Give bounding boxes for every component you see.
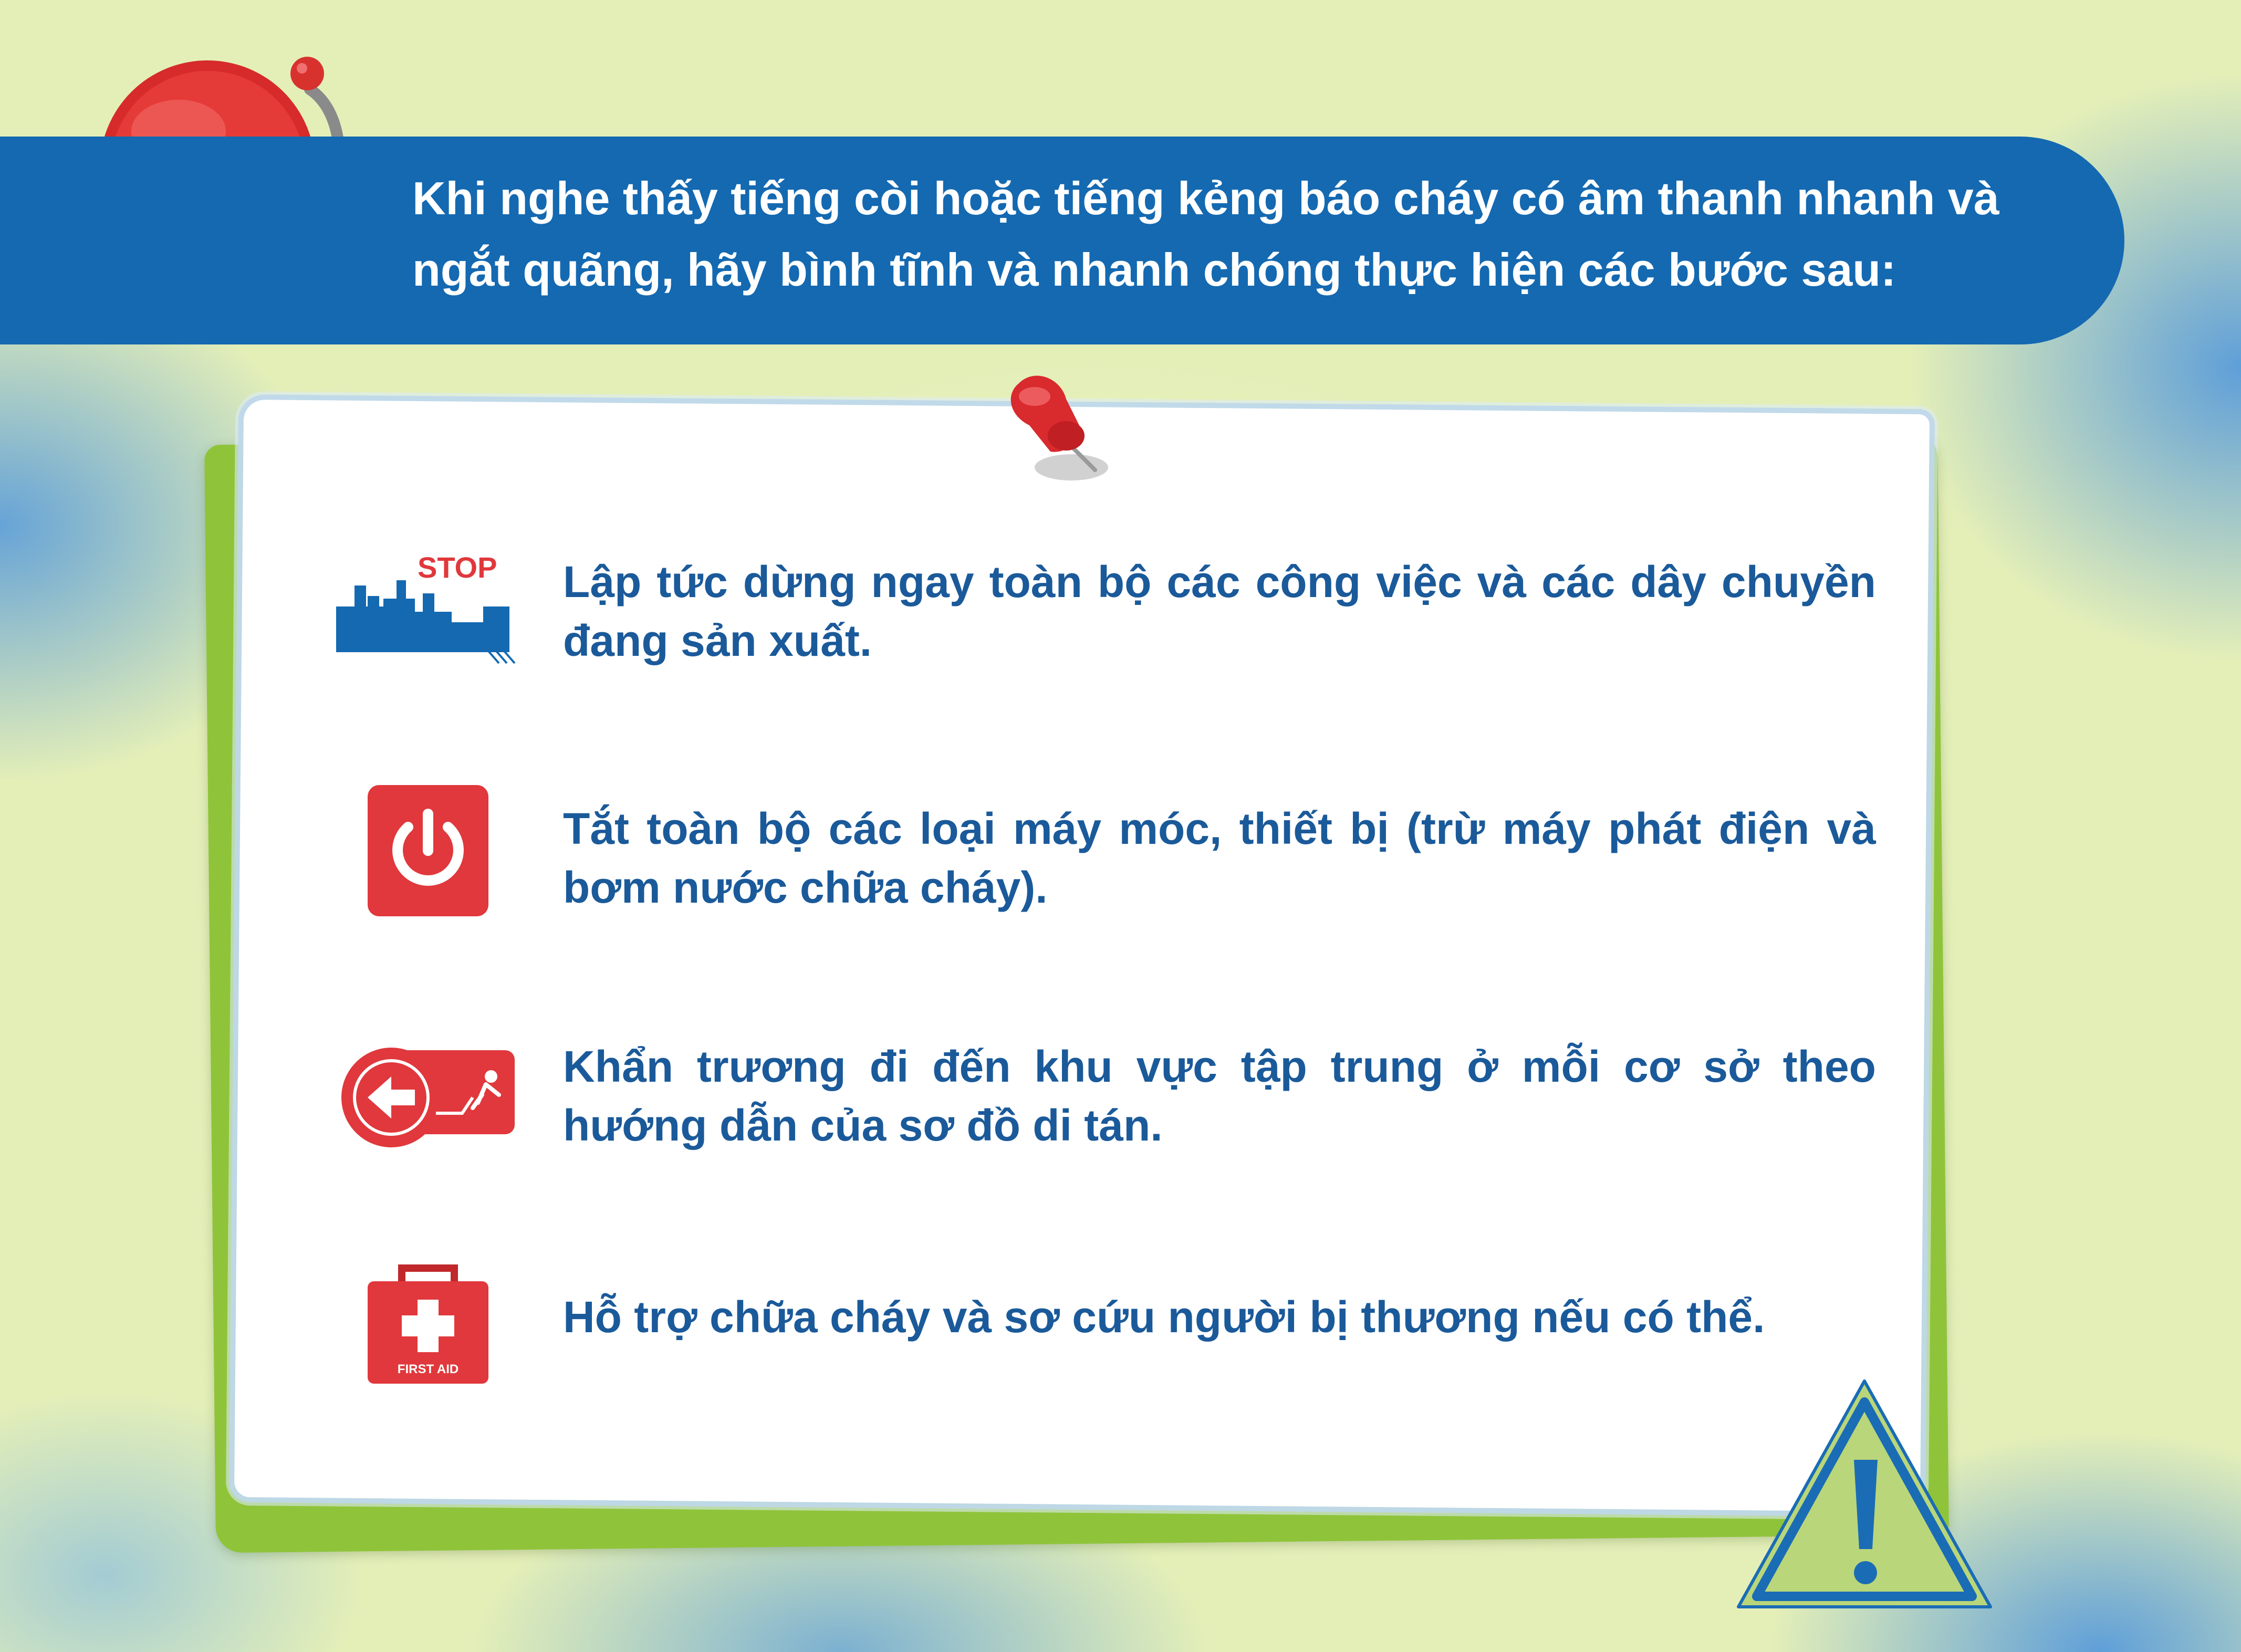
step-3-text: Khẩn trương đi đến khu vực tập trung ở mỗi cơ sở theo hướng dẫn của sơ đồ di tán.: [563, 1042, 1876, 1150]
banner-text: Khi nghe thấy tiếng còi hoặc tiếng kẻng báo cháy có âm thanh nhanh và ngắt quãng, hãy bình tĩnh và nhanh chóng thực hiện các bước sau:: [412, 172, 1999, 296]
stop-label: STOP: [418, 551, 497, 584]
warning-icon: [1728, 1371, 2001, 1623]
first-aid-label: FIRST AID: [397, 1362, 459, 1376]
emergency-exit-icon: [341, 1045, 520, 1150]
step-4-text: Hỗ trợ chữa cháy và sơ cứu người bị thương nếu có thể.: [563, 1292, 1765, 1342]
power-button-icon: [365, 782, 491, 919]
push-pin-icon: [987, 362, 1124, 499]
step-1-text: Lập tức dừng ngay toàn bộ các công việc và các dây chuyền đang sản xuất.: [563, 557, 1876, 665]
first-aid-kit-icon: [365, 1260, 491, 1386]
step-2-text: Tắt toàn bộ các loại máy móc, thiết bị (trừ máy phát điện và bơm nước chữa cháy).: [563, 804, 1876, 912]
factory-stop-icon: [336, 549, 525, 664]
